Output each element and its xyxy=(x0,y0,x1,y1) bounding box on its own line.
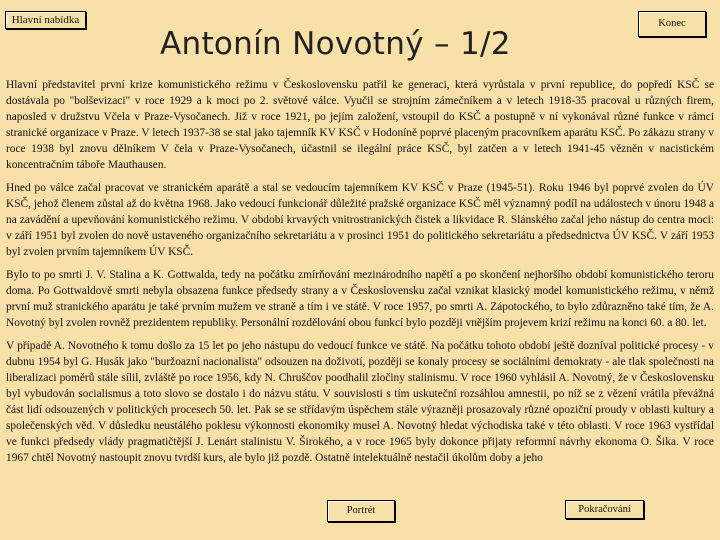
paragraph-1: Hlavní představitel první krize komunistického režimu v Československu patřil ke generaci, která vyrůstala v první republice, do popředí KSČ se dostávala po "bolševizaci" v roce 1929 a k moci po 2. světové válce. Vyučil se strojním zámečníkem a v letech 1918-35 pracoval u různých firem, naposled v družstvu Včela v Praze-Vysočanech. Již v roce 1921, po jejím založení, vstoupil do KSČ a postupně v ní vykonával různé funkce v rámci stranické organizace v Praze. V letech 1937-38 se stal jako tajemník KV KSČ v Hodoníně poprvé placeným pracovníkem aparátu KSČ. Po zákazu strany v roce 1938 byl znovu dělníkem V čela v Praze-Vysočanech, účastnil se ilegální práce KSČ, byl zatčen a v letech 1941-45 vězněn v nacistickém koncentračním táboře Mauthausen. xyxy=(6,79,714,171)
page-title: Antonín Novotný – 1/2 xyxy=(160,26,511,62)
paragraph-3: Bylo to po smrti J. V. Stalina a K. Gottwalda, tedy na počátku zmírňování mezinárodního napětí a po skončení nejhoršího období komunistického teroru doma. Po Gottwaldově smrti nebyla obsazena funkce předsedy strany a v Československu začal vznikat klasický model komunistického režimu, v němž první muž stranického aparátu je také prvním mužem ve straně a tím i ve státě. V roce 1957, po smrti A. Zápotockého, to bylo zdůrazněno také tím, že A. Novotný byl zvolen rovněž prezidentem republiky. Personální rozdělování obou funkcí bylo později vnějším projevem krizí režimu na konci 60. a 80. let. xyxy=(6,269,714,329)
portrait-button[interactable]: Portrét xyxy=(327,500,395,522)
article-body xyxy=(6,77,714,473)
main-menu-button[interactable]: Hlavní nabídka xyxy=(5,11,86,29)
paragraph-2: Hned po válce začal pracovat ve stranickém aparátě a stal se vedoucím tajemníkem KV KSČ v Praze (1945-51). Roku 1946 byl poprvé zvolen do ÚV KSČ, jehož členem zůstal až do května 1968. Jako vedoucí funkcionář důležité pražské organizace KSČ měl významný podíl na událostech v únoru 1948 a na zavádění a upevňování komunistického režimu. V období krvavých vnitrostranických čistek a likvidace R. Slánského začal jeho nástup do centra moci: v září 1951 byl zvolen do nově ustaveného organizačního sekretariátu a v prosinci 1951 do politického sekretariátu a předsednictva ÚV KSČ. V září 1953 byl zvolen prvním tajemníkem ÚV KSČ. xyxy=(6,182,715,258)
paragraph-4: V případě A. Novotného k tomu došlo za 15 let po jeho nástupu do vedoucí funkce ve státě. Na počátku tohoto období ještě dozníval politické procesy - v dubnu 1954 byl G. Husák jako "buržoazní nacionalista" odsouzen na doživotí, později se konaly procesy se sociálními demokraty - ale tlak společnosti na liberalizaci poměrů stále sílil, zvláště po roce 1956, kdy N. Chruščov poodhalil zločiny stalinismu. V roce 1960 vyhlásil A. Novotný, že v Československu byl vybudován socialismus a toto slovo se dostalo i do názvu státu. V souvislosti s tím uskuteční rozsáhlou amnestii, po níž se z vězení vrátila převážná část lidí odsouzených v politických procesech 50. let. Pak se se střídavým úspěchem stále výrazněji prosazovaly různé opoziční proudy v oblasti kultury a společenských věd. V důsledku neustálého poklesu výkonnosti ekonomiky musel A. Novotný hledat východiska také v této oblasti. V roce 1963 vystřídal ve funkci předsedy vlády pragmatičtější J. Lenárt stalinistu V. Širokého, a v roce 1965 byly dokonce přijaty reformní návrhy ekonoma O. Šika. V roce 1967 chtěl Novotný nastoupit znovu tvrdší kurs, ale bylo již pozdě. Ostatně intelektuálně nestačil úkolům doby a jeho xyxy=(6,340,714,464)
end-button[interactable]: Konec xyxy=(638,11,706,37)
next-button[interactable]: Pokračování xyxy=(565,500,644,519)
